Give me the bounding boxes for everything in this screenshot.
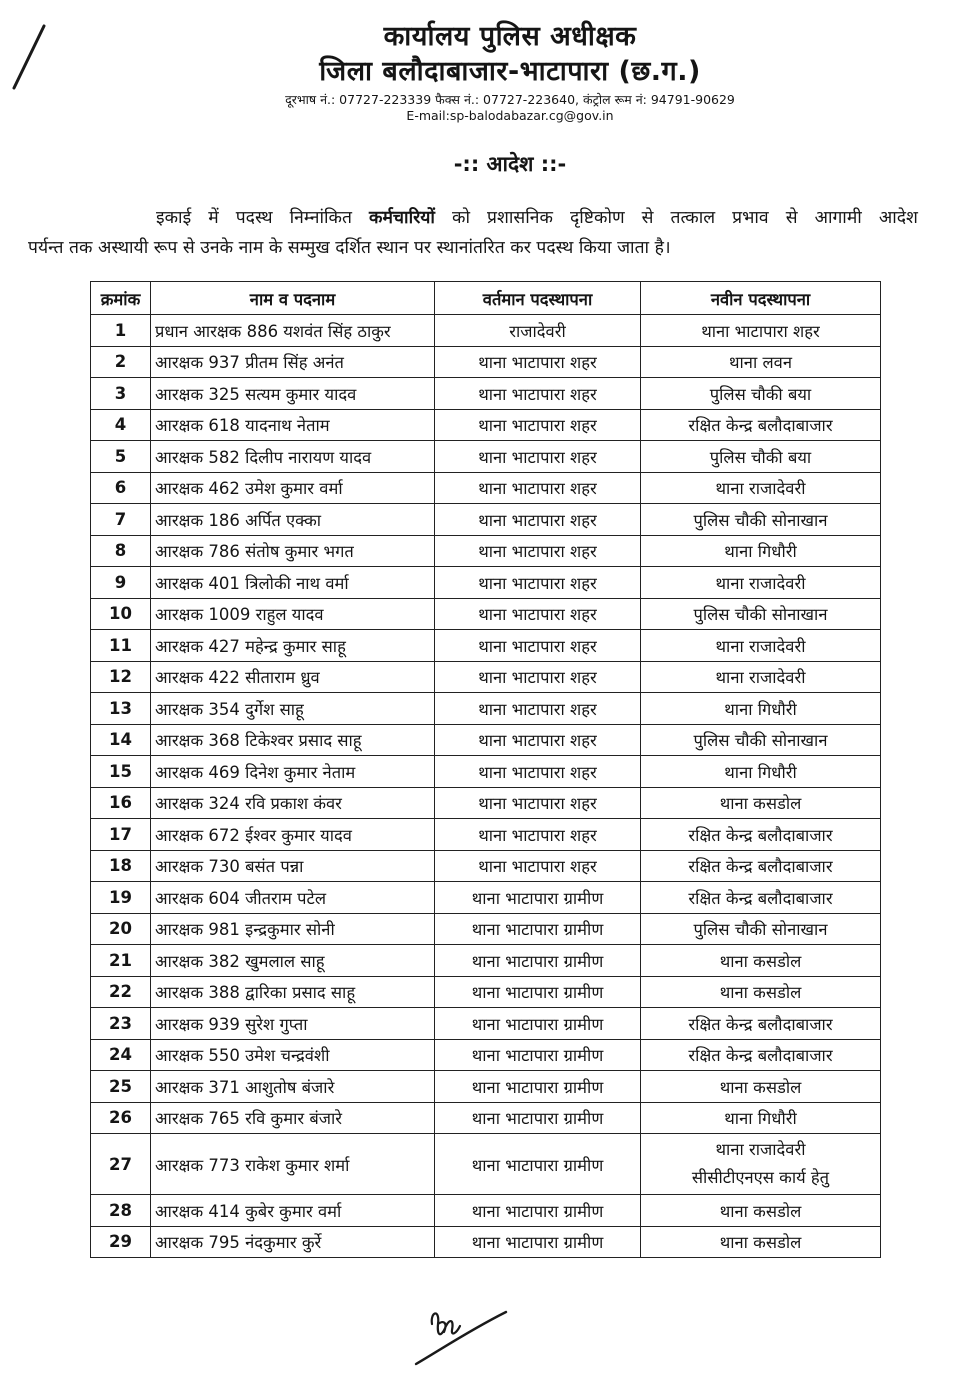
row-serial: 24 (91, 1039, 151, 1071)
row-current-posting: थाना भाटापारा शहर (435, 661, 641, 693)
row-name: आरक्षक 354 दुर्गेश साहू (151, 693, 435, 725)
table-row (91, 819, 881, 851)
table-row (91, 1071, 881, 1103)
row-new-posting: पुलिस चौकी बया (641, 378, 881, 410)
row-serial: 25 (91, 1071, 151, 1103)
email-line: E-mail:sp-balodabazar.cg@gov.in (406, 108, 614, 123)
row-current-posting: थाना भाटापारा ग्रामीण (435, 976, 641, 1008)
body-part-2: को प्रशासनिक दृष्टिकोण से तत्काल प्रभाव से आगामी आदेश (452, 208, 918, 228)
row-new-posting: थाना भाटापारा शहर (641, 315, 881, 347)
row-name: आरक्षक 550 उमेश चन्द्रवंशी (151, 1039, 435, 1071)
row-new-posting: पुलिस चौकी सोनाखान (641, 724, 881, 756)
row-new-posting: थाना कसडोल (641, 1195, 881, 1227)
row-current-posting: थाना भाटापारा शहर (435, 850, 641, 882)
order-body-text (28, 203, 918, 263)
row-name: आरक्षक 325 सत्यम कुमार यादव (151, 378, 435, 410)
row-new-posting-note: सीसीटीएनएस कार्य हेतु (691, 1168, 830, 1187)
table-row (91, 850, 881, 882)
row-new-posting: पुलिस चौकी सोनाखान (641, 598, 881, 630)
row-new-posting: थाना लवन (641, 346, 881, 378)
row-name: आरक्षक 604 जीतराम पटेल (151, 882, 435, 914)
row-current-posting: थाना भाटापारा शहर (435, 504, 641, 536)
table-header-row (91, 282, 881, 315)
row-new-posting: थाना राजादेवरी (641, 630, 881, 662)
table-row (91, 1102, 881, 1134)
row-serial: 4 (91, 409, 151, 441)
row-new-posting: थाना राजादेवरी (641, 661, 881, 693)
row-serial: 8 (91, 535, 151, 567)
row-current-posting: थाना भाटापारा ग्रामीण (435, 1071, 641, 1103)
table-row (91, 315, 881, 347)
row-name: प्रधान आरक्षक 886 यशवंत सिंह ठाकुर (151, 315, 435, 347)
row-serial: 26 (91, 1102, 151, 1134)
row-current-posting: थाना भाटापारा शहर (435, 409, 641, 441)
row-serial: 19 (91, 882, 151, 914)
table-row (91, 724, 881, 756)
row-current-posting: थाना भाटापारा शहर (435, 724, 641, 756)
row-name: आरक्षक 401 त्रिलोकी नाथ वर्मा (151, 567, 435, 599)
office-title: कार्यालय पुलिस अधीक्षक (383, 21, 637, 52)
row-new-posting: थाना कसडोल (641, 787, 881, 819)
row-name: आरक्षक 786 संतोष कुमार भगत (151, 535, 435, 567)
row-serial: 13 (91, 693, 151, 725)
row-serial: 1 (91, 315, 151, 347)
row-new-posting: रक्षित केन्द्र बलौदाबाजार (641, 1039, 881, 1071)
contact-line: दूरभाष नं.: 07727-223339 फैक्स नं.: 07727-223640, कंट्रोल रूम नं: 94791-90629 (285, 92, 735, 107)
signature-mark (410, 1290, 520, 1370)
table-row (91, 1039, 881, 1071)
row-new-posting: थाना कसडोल (641, 945, 881, 977)
row-name: आरक्षक 186 अर्पित एक्का (151, 504, 435, 536)
row-new-posting: थाना राजादेवरी (641, 472, 881, 504)
body-bold-word: कर्मचारियों (369, 208, 435, 228)
row-serial: 12 (91, 661, 151, 693)
row-serial: 29 (91, 1226, 151, 1258)
body-part-1: इकाई में पदस्थ निम्नांकित (156, 208, 352, 228)
row-current-posting: थाना भाटापारा शहर (435, 756, 641, 788)
district-title: जिला बलौदाबाजार-भाटापारा (छ.ग.) (319, 56, 701, 87)
order-heading: -:: आदेश ::- (453, 152, 567, 176)
row-serial: 11 (91, 630, 151, 662)
table-row (91, 756, 881, 788)
row-current-posting: थाना भाटापारा शहर (435, 346, 641, 378)
header-name: नाम व पदनाम (151, 282, 435, 315)
row-new-posting: पुलिस चौकी सोनाखान (641, 504, 881, 536)
row-name: आरक्षक 462 उमेश कुमार वर्मा (151, 472, 435, 504)
row-name: आरक्षक 765 रवि कुमार बंजारे (151, 1102, 435, 1134)
row-name: आरक्षक 414 कुबेर कुमार वर्मा (151, 1195, 435, 1227)
row-name: आरक्षक 618 यादनाथ नेताम (151, 409, 435, 441)
table-row (91, 945, 881, 977)
table-row (91, 1226, 881, 1258)
row-name: आरक्षक 939 सुरेश गुप्ता (151, 1008, 435, 1040)
row-current-posting: थाना भाटापारा ग्रामीण (435, 1039, 641, 1071)
body-line-2: पर्यन्त तक अस्थायी रूप से उनके नाम के सम्मुख दर्शित स्थान पर स्थानांतरित कर पदस्थ किया जाता है। (28, 238, 671, 258)
row-serial: 14 (91, 724, 151, 756)
table-body (91, 315, 881, 1258)
row-current-posting: राजादेवरी (435, 315, 641, 347)
table-row (91, 567, 881, 599)
letterhead (150, 20, 870, 124)
row-serial: 5 (91, 441, 151, 473)
table-row (91, 976, 881, 1008)
row-serial: 22 (91, 976, 151, 1008)
row-serial: 23 (91, 1008, 151, 1040)
row-serial: 27 (91, 1134, 151, 1195)
table-row (91, 1008, 881, 1040)
row-serial: 9 (91, 567, 151, 599)
body-line-1 (28, 203, 918, 233)
row-current-posting: थाना भाटापारा ग्रामीण (435, 945, 641, 977)
row-serial: 21 (91, 945, 151, 977)
row-name: आरक्षक 371 आशुतोष बंजारे (151, 1071, 435, 1103)
row-new-posting: रक्षित केन्द्र बलौदाबाजार (641, 882, 881, 914)
row-new-posting: रक्षित केन्द्र बलौदाबाजार (641, 409, 881, 441)
row-current-posting: थाना भाटापारा शहर (435, 567, 641, 599)
row-new-posting: थाना गिधौरी (641, 756, 881, 788)
row-current-posting: थाना भाटापारा ग्रामीण (435, 1134, 641, 1195)
row-name: आरक्षक 388 द्वारिका प्रसाद साहू (151, 976, 435, 1008)
table-row (91, 535, 881, 567)
row-current-posting: थाना भाटापारा शहर (435, 630, 641, 662)
row-serial: 20 (91, 913, 151, 945)
handwritten-slash-mark (4, 22, 54, 92)
table-row (91, 1134, 881, 1195)
transfer-table (90, 281, 881, 1258)
header-new-posting: नवीन पदस्थापना (641, 282, 881, 315)
row-name: आरक्षक 937 प्रीतम सिंह अनंत (151, 346, 435, 378)
row-new-posting: थाना कसडोल (641, 1071, 881, 1103)
row-name: आरक्षक 981 इन्द्रकुमार सोनी (151, 913, 435, 945)
table-row (91, 882, 881, 914)
row-current-posting: थाना भाटापारा शहर (435, 787, 641, 819)
row-serial: 16 (91, 787, 151, 819)
row-serial: 2 (91, 346, 151, 378)
row-current-posting: थाना भाटापारा ग्रामीण (435, 1195, 641, 1227)
row-name: आरक्षक 368 टिकेश्वर प्रसाद साहू (151, 724, 435, 756)
row-current-posting: थाना भाटापारा शहर (435, 441, 641, 473)
table-row (91, 409, 881, 441)
row-serial: 18 (91, 850, 151, 882)
row-name: आरक्षक 1009 राहुल यादव (151, 598, 435, 630)
table-row (91, 1195, 881, 1227)
row-name: आरक्षक 324 रवि प्रकाश कंवर (151, 787, 435, 819)
row-name: आरक्षक 427 महेन्द्र कुमार साहू (151, 630, 435, 662)
row-current-posting: थाना भाटापारा ग्रामीण (435, 1102, 641, 1134)
header-serial: क्रमांक (91, 282, 151, 315)
table-row (91, 598, 881, 630)
table-row (91, 661, 881, 693)
row-name: आरक्षक 422 सीताराम ध्रुव (151, 661, 435, 693)
row-name: आरक्षक 773 राकेश कुमार शर्मा (151, 1134, 435, 1195)
row-new-posting: रक्षित केन्द्र बलौदाबाजार (641, 1008, 881, 1040)
row-current-posting: थाना भाटापारा शहर (435, 819, 641, 851)
row-name: आरक्षक 469 दिनेश कुमार नेताम (151, 756, 435, 788)
row-current-posting: थाना भाटापारा शहर (435, 693, 641, 725)
row-new-posting: रक्षित केन्द्र बलौदाबाजार (641, 819, 881, 851)
row-new-posting: थाना कसडोल (641, 1226, 881, 1258)
row-serial: 17 (91, 819, 151, 851)
row-current-posting: थाना भाटापारा शहर (435, 472, 641, 504)
row-current-posting: थाना भाटापारा ग्रामीण (435, 1008, 641, 1040)
table-row (91, 378, 881, 410)
row-current-posting: थाना भाटापारा शहर (435, 378, 641, 410)
row-new-posting: थाना कसडोल (641, 976, 881, 1008)
row-new-posting: थाना गिधौरी (641, 693, 881, 725)
row-current-posting: थाना भाटापारा शहर (435, 535, 641, 567)
row-new-posting: पुलिस चौकी सोनाखान (641, 913, 881, 945)
table-row (91, 346, 881, 378)
row-serial: 6 (91, 472, 151, 504)
table-row (91, 630, 881, 662)
row-serial: 7 (91, 504, 151, 536)
table-row (91, 504, 881, 536)
header-current-posting: वर्तमान पदस्थापना (435, 282, 641, 315)
table-row (91, 693, 881, 725)
row-serial: 10 (91, 598, 151, 630)
row-current-posting: थाना भाटापारा ग्रामीण (435, 913, 641, 945)
table-row (91, 441, 881, 473)
row-new-posting-main: थाना राजादेवरी (715, 1140, 806, 1159)
table-row (91, 787, 881, 819)
row-new-posting: रक्षित केन्द्र बलौदाबाजार (641, 850, 881, 882)
table-row (91, 913, 881, 945)
row-current-posting: थाना भाटापारा ग्रामीण (435, 1226, 641, 1258)
row-new-posting (641, 1134, 881, 1195)
row-name: आरक्षक 672 ईश्वर कुमार यादव (151, 819, 435, 851)
row-name: आरक्षक 730 बसंत पन्ना (151, 850, 435, 882)
row-serial: 15 (91, 756, 151, 788)
row-serial: 3 (91, 378, 151, 410)
row-new-posting: थाना गिधौरी (641, 535, 881, 567)
row-new-posting: थाना गिधौरी (641, 1102, 881, 1134)
table-row (91, 472, 881, 504)
row-new-posting: थाना राजादेवरी (641, 567, 881, 599)
row-current-posting: थाना भाटापारा ग्रामीण (435, 882, 641, 914)
row-serial: 28 (91, 1195, 151, 1227)
row-name: आरक्षक 582 दिलीप नारायण यादव (151, 441, 435, 473)
row-name: आरक्षक 382 खुमलाल साहू (151, 945, 435, 977)
row-name: आरक्षक 795 नंदकुमार कुर्रे (151, 1226, 435, 1258)
row-new-posting: पुलिस चौकी बया (641, 441, 881, 473)
row-current-posting: थाना भाटापारा शहर (435, 598, 641, 630)
